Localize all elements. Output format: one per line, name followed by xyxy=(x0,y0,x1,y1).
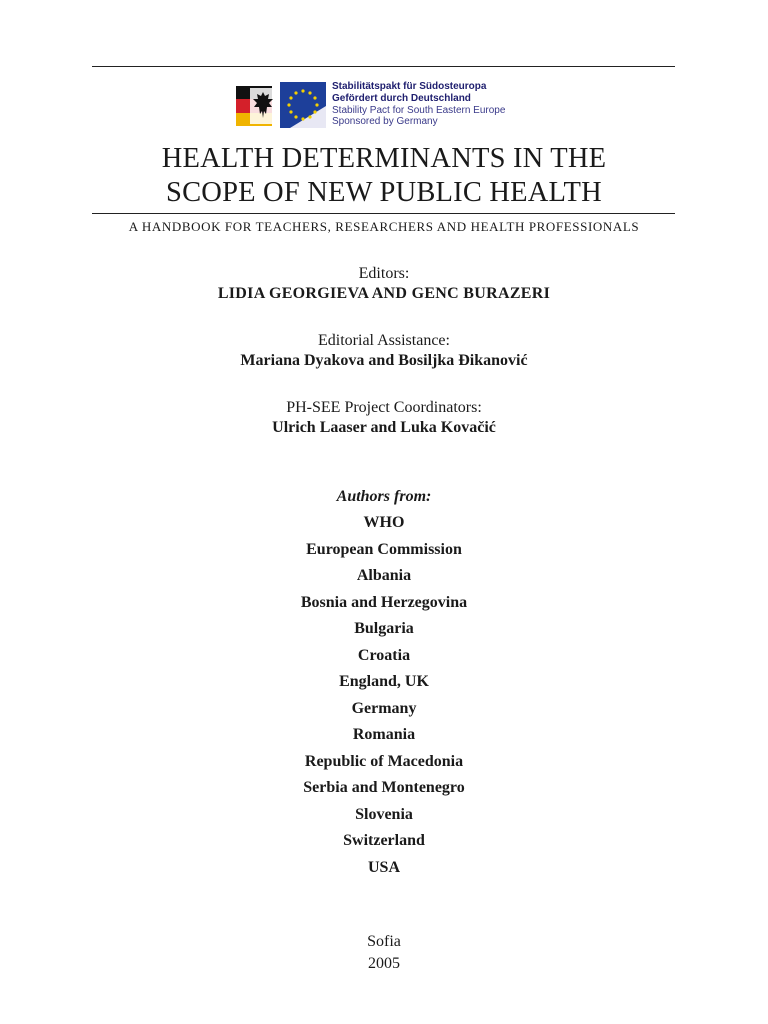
author-country: Croatia xyxy=(357,646,411,664)
book-title-line-2: SCOPE OF NEW PUBLIC HEALTH xyxy=(166,177,602,208)
title-rule xyxy=(92,213,675,214)
logo-line-en-2: Sponsored by Germany xyxy=(332,116,438,128)
book-title-line-1: HEALTH DETERMINANTS IN THE xyxy=(161,143,607,174)
coordinators-section xyxy=(0,398,768,438)
author-country: Bosnia and Herzegovina xyxy=(300,593,468,611)
top-rule xyxy=(92,66,675,67)
logo-text xyxy=(332,81,505,128)
editorial-assistance-names: Mariana Dyakova and Bosiljka Đikanović xyxy=(240,352,528,369)
author-country: Bulgaria xyxy=(354,620,414,637)
author-country: Republic of Macedonia xyxy=(304,752,464,770)
coordinators-names: Ulrich Laaser and Luka Kovačić xyxy=(272,419,496,436)
author-country: European Commission xyxy=(306,540,462,558)
eu-flag-icon xyxy=(280,82,326,128)
author-country: Albania xyxy=(356,567,412,584)
author-country: Romania xyxy=(352,726,416,743)
imprint-city: Sofia xyxy=(367,933,401,950)
author-country: WHO xyxy=(363,514,405,531)
book-title xyxy=(0,142,768,210)
author-country: Germany xyxy=(351,699,417,717)
book-subtitle: A HANDBOOK FOR TEACHERS, RESEARCHERS AND HEALTH PROFESSIONALS xyxy=(128,219,640,234)
editors-names: LIDIA GEORGIEVA AND GENC BURAZERI xyxy=(217,285,551,302)
stability-pact-logo xyxy=(236,80,526,132)
imprint-year: 2005 xyxy=(368,955,400,972)
author-country: Slovenia xyxy=(355,805,413,823)
editors-section xyxy=(0,264,768,304)
editorial-assistance-label: Editorial Assistance: xyxy=(318,332,450,349)
editorial-assistance-section xyxy=(0,331,768,371)
logo-line-de-2: Gefördert durch Deutschland xyxy=(332,92,471,104)
federal-eagle-icon xyxy=(250,88,276,124)
author-country: USA xyxy=(367,858,400,876)
author-country: Switzerland xyxy=(343,832,425,849)
authors-section xyxy=(0,484,768,881)
author-country: England, UK xyxy=(339,673,429,690)
logo-line-en-1: Stability Pact for South Eastern Europe xyxy=(332,104,506,116)
coordinators-label: PH-SEE Project Coordinators: xyxy=(286,399,482,416)
author-country: Serbia and Montenegro xyxy=(303,779,465,796)
editors-label: Editors: xyxy=(358,265,410,282)
logo-line-de-1: Stabilitätspakt für Südosteuropa xyxy=(332,81,487,92)
authors-heading: Authors from: xyxy=(336,488,432,505)
imprint xyxy=(0,931,768,975)
